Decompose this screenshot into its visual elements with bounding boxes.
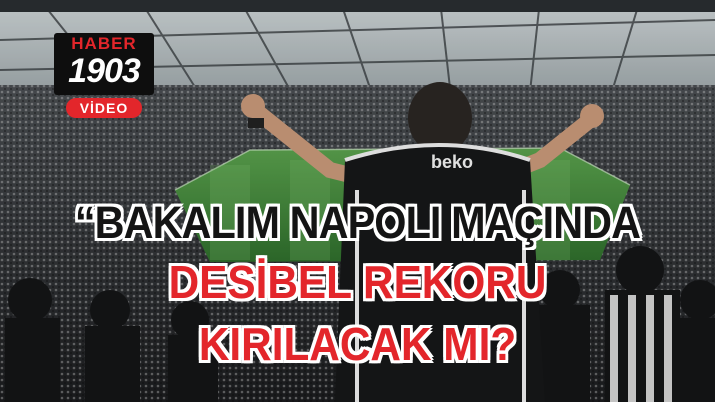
headline-line-3: KIRILACAK MI? bbox=[198, 318, 517, 370]
logo-box bbox=[54, 33, 154, 95]
logo-haber-text: HABER bbox=[71, 34, 137, 53]
headline-line-2: DESİBEL REKORU bbox=[168, 256, 547, 308]
logo-year-text: 1903 bbox=[68, 52, 140, 90]
jersey-sponsor: beko bbox=[430, 152, 474, 172]
video-badge: VİDEO bbox=[66, 98, 142, 118]
headline-line-1: “BAKALIM NAPOLI MAÇINDA bbox=[74, 197, 641, 248]
haber1903-video-logo bbox=[54, 33, 154, 119]
